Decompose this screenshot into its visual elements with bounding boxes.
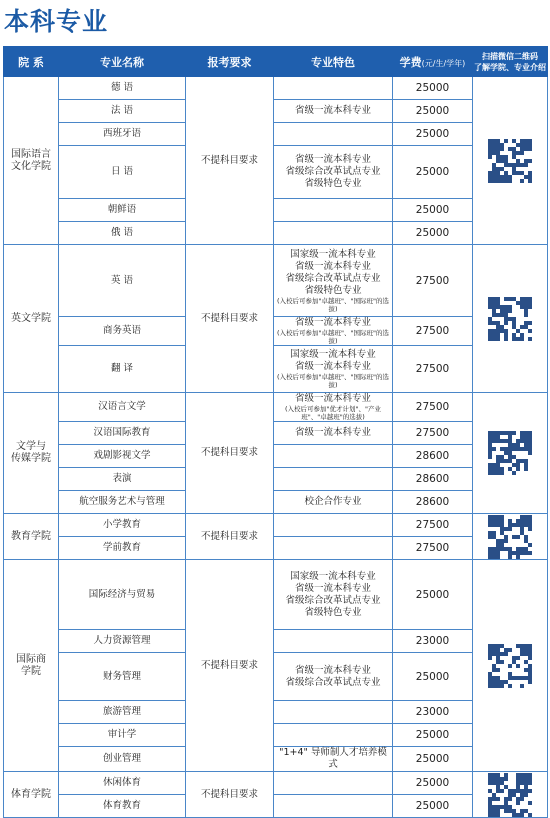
feature-line: 省级综合改革试点专业 <box>285 676 381 688</box>
feature-line: 省级一流本科专业 <box>294 427 371 438</box>
major-name: 旅游管理 <box>59 701 186 724</box>
tuition-fee: 27500 <box>393 514 473 537</box>
major-name: 朝鲜语 <box>59 199 186 222</box>
major-feature <box>274 795 393 818</box>
requirement: 不提科目要求 <box>186 772 274 818</box>
major-name: 西班牙语 <box>59 123 186 146</box>
major-name: 审计学 <box>59 724 186 747</box>
header-fee <box>393 47 473 77</box>
major-name: 翻 译 <box>59 346 186 393</box>
tuition-fee: 25000 <box>393 747 473 772</box>
feature-note: (入校后可参加"优才计划"、"产业班"、"卓越班"的选拔) <box>284 405 381 421</box>
feature-line: 省级综合改革试点专业 <box>285 594 381 606</box>
table-row <box>4 653 548 701</box>
major-name: 商务英语 <box>59 317 186 346</box>
table-row <box>4 537 548 560</box>
feature-line: 省级特色专业 <box>304 606 362 618</box>
college-name-line: 教育学院 <box>11 530 51 542</box>
table-row <box>4 199 548 222</box>
header-feature: 专业特色 <box>274 47 393 77</box>
qr-code-icon <box>488 297 532 341</box>
tuition-fee: 25000 <box>393 724 473 747</box>
major-feature <box>274 630 393 653</box>
major-feature <box>274 245 393 317</box>
major-feature <box>274 560 393 630</box>
major-name: 人力资源管理 <box>59 630 186 653</box>
major-feature <box>274 514 393 537</box>
table-row <box>4 393 548 422</box>
major-name: 体育教育 <box>59 795 186 818</box>
tuition-fee: 27500 <box>393 422 473 445</box>
header-qr-line2: 了解学院、专业介绍 <box>474 62 546 72</box>
table-row <box>4 491 548 514</box>
tuition-fee: 25000 <box>393 123 473 146</box>
tuition-fee: 25000 <box>393 795 473 818</box>
table-row <box>4 772 548 795</box>
college-name-line: 英文学院 <box>11 312 51 324</box>
college-name <box>4 772 59 818</box>
table-row <box>4 146 548 199</box>
feature-line: 省级特色专业 <box>304 284 362 296</box>
feature-line: 省级特色专业 <box>304 178 362 189</box>
qr-cell[interactable] <box>473 772 548 818</box>
table-row <box>4 560 548 630</box>
feature-line: 国家级一流本科专业 <box>290 248 376 260</box>
major-feature <box>274 123 393 146</box>
page-title: 本科专业 <box>4 7 109 36</box>
requirement: 不提科目要求 <box>186 245 274 393</box>
qr-cell[interactable] <box>473 245 548 393</box>
table-row <box>4 245 548 317</box>
major-name: 表演 <box>59 468 186 491</box>
table-row <box>4 222 548 245</box>
major-feature <box>274 724 393 747</box>
table-row <box>4 100 548 123</box>
tuition-fee: 25000 <box>393 146 473 199</box>
tuition-fee: 27500 <box>393 346 473 393</box>
feature-note: (入校后可参加"卓越班"、"国际班"的选拔) <box>277 373 389 389</box>
major-feature <box>274 146 393 199</box>
tuition-fee: 27500 <box>393 393 473 422</box>
feature-line: 校企合作专业 <box>304 496 362 507</box>
table-row <box>4 123 548 146</box>
major-feature <box>274 491 393 514</box>
feature-line: 国家级一流本科专业 <box>290 570 376 582</box>
major-feature <box>274 468 393 491</box>
feature-line: 省级一流本科专业 <box>294 664 371 676</box>
major-name: 英 语 <box>59 245 186 317</box>
college-name <box>4 245 59 393</box>
requirement: 不提科目要求 <box>186 393 274 514</box>
major-name: 德 语 <box>59 77 186 100</box>
major-name: 法 语 <box>59 100 186 123</box>
requirement: 不提科目要求 <box>186 560 274 772</box>
college-name <box>4 560 59 772</box>
major-feature <box>274 747 393 772</box>
major-feature <box>274 393 393 422</box>
major-name: 财务管理 <box>59 653 186 701</box>
qr-cell[interactable] <box>473 514 548 560</box>
table-row <box>4 701 548 724</box>
feature-line: 省级综合改革试点专业 <box>285 166 381 177</box>
major-feature <box>274 199 393 222</box>
feature-line: 省级综合改革试点专业 <box>285 272 381 284</box>
major-feature <box>274 77 393 100</box>
major-feature <box>274 537 393 560</box>
major-name: 休闲体育 <box>59 772 186 795</box>
feature-line: 省级一流本科专业 <box>294 393 371 404</box>
header-qr-line1: 扫描微信二维码 <box>482 51 538 61</box>
college-name-line: 体育学院 <box>11 788 51 800</box>
header-qr <box>473 47 548 77</box>
major-name: 创业管理 <box>59 747 186 772</box>
header-fee-unit: (元/生/学年) <box>421 58 466 68</box>
qr-code-icon <box>488 139 532 183</box>
feature-line: 省级一流本科专业 <box>294 260 371 272</box>
table-row <box>4 514 548 537</box>
major-name: 国际经济与贸易 <box>59 560 186 630</box>
header-major: 专业名称 <box>59 47 186 77</box>
tuition-fee: 25000 <box>393 77 473 100</box>
table-row <box>4 346 548 393</box>
tuition-fee: 28600 <box>393 491 473 514</box>
feature-line: 省级一流本科专业 <box>294 361 371 372</box>
college-name-line: 国际语言 <box>11 148 51 160</box>
table-header-row <box>4 47 548 77</box>
major-name: 日 语 <box>59 146 186 199</box>
tuition-fee: 23000 <box>393 630 473 653</box>
major-feature <box>274 772 393 795</box>
feature-note: (入校后可参加"卓越班"、"国际班"的选拔) <box>277 296 389 313</box>
tuition-fee: 23000 <box>393 701 473 724</box>
qr-cell[interactable] <box>473 560 548 772</box>
table-row <box>4 422 548 445</box>
table-row <box>4 795 548 818</box>
feature-line: 省级一流本科专业 <box>294 105 371 116</box>
major-name: 俄 语 <box>59 222 186 245</box>
major-name: 学前教育 <box>59 537 186 560</box>
tuition-fee: 25000 <box>393 653 473 701</box>
major-name: 航空服务艺术与管理 <box>59 491 186 514</box>
table-row <box>4 724 548 747</box>
college-name <box>4 77 59 245</box>
major-feature <box>274 422 393 445</box>
table-row <box>4 77 548 100</box>
major-feature <box>274 701 393 724</box>
college-name <box>4 514 59 560</box>
qr-code-icon <box>488 515 532 559</box>
feature-line: 省级一流本科专业 <box>294 582 371 594</box>
major-feature <box>274 445 393 468</box>
tuition-fee: 25000 <box>393 100 473 123</box>
qr-cell[interactable] <box>473 77 548 245</box>
feature-line: 省级一流本科专业 <box>294 154 371 165</box>
major-name: 小学教育 <box>59 514 186 537</box>
table-row <box>4 630 548 653</box>
tuition-fee: 28600 <box>393 445 473 468</box>
majors-table <box>3 46 548 818</box>
table-row <box>4 317 548 346</box>
qr-cell[interactable] <box>473 393 548 514</box>
tuition-fee: 27500 <box>393 317 473 346</box>
major-name: 汉语国际教育 <box>59 422 186 445</box>
feature-line: 省级一流本科专业 <box>294 317 371 328</box>
tuition-fee: 25000 <box>393 199 473 222</box>
major-feature <box>274 222 393 245</box>
major-feature <box>274 653 393 701</box>
college-name-line: 国际商 <box>16 653 46 665</box>
qr-code-icon <box>488 773 532 817</box>
major-name: 汉语言文学 <box>59 393 186 422</box>
qr-code-icon <box>488 644 532 688</box>
table-row <box>4 445 548 468</box>
college-name-line: 传媒学院 <box>11 453 51 464</box>
requirement: 不提科目要求 <box>186 77 274 245</box>
header-college: 院 系 <box>4 47 59 77</box>
college-name-line: 文学与 <box>16 441 46 452</box>
tuition-fee: 27500 <box>393 245 473 317</box>
table-row <box>4 747 548 772</box>
feature-line: 国家级一流本科专业 <box>290 349 376 360</box>
tuition-fee: 25000 <box>393 222 473 245</box>
tuition-fee: 28600 <box>393 468 473 491</box>
feature-line: "1+4" 导师制人才培养模式 <box>279 747 387 770</box>
college-name-line: 学院 <box>21 665 41 677</box>
table-row <box>4 468 548 491</box>
header-requirement: 报考要求 <box>186 47 274 77</box>
college-name-line: 文化学院 <box>11 160 51 172</box>
tuition-fee: 27500 <box>393 537 473 560</box>
tuition-fee: 25000 <box>393 560 473 630</box>
major-feature <box>274 100 393 123</box>
major-feature <box>274 346 393 393</box>
tuition-fee: 25000 <box>393 772 473 795</box>
major-feature <box>274 317 393 346</box>
qr-code-icon <box>488 431 532 475</box>
requirement: 不提科目要求 <box>186 514 274 560</box>
major-name: 戏剧影视文学 <box>59 445 186 468</box>
header-fee-main: 学费 <box>399 55 422 69</box>
college-name <box>4 393 59 514</box>
feature-note: (入校后可参加"卓越班"、"国际班"的选拔) <box>277 329 389 345</box>
